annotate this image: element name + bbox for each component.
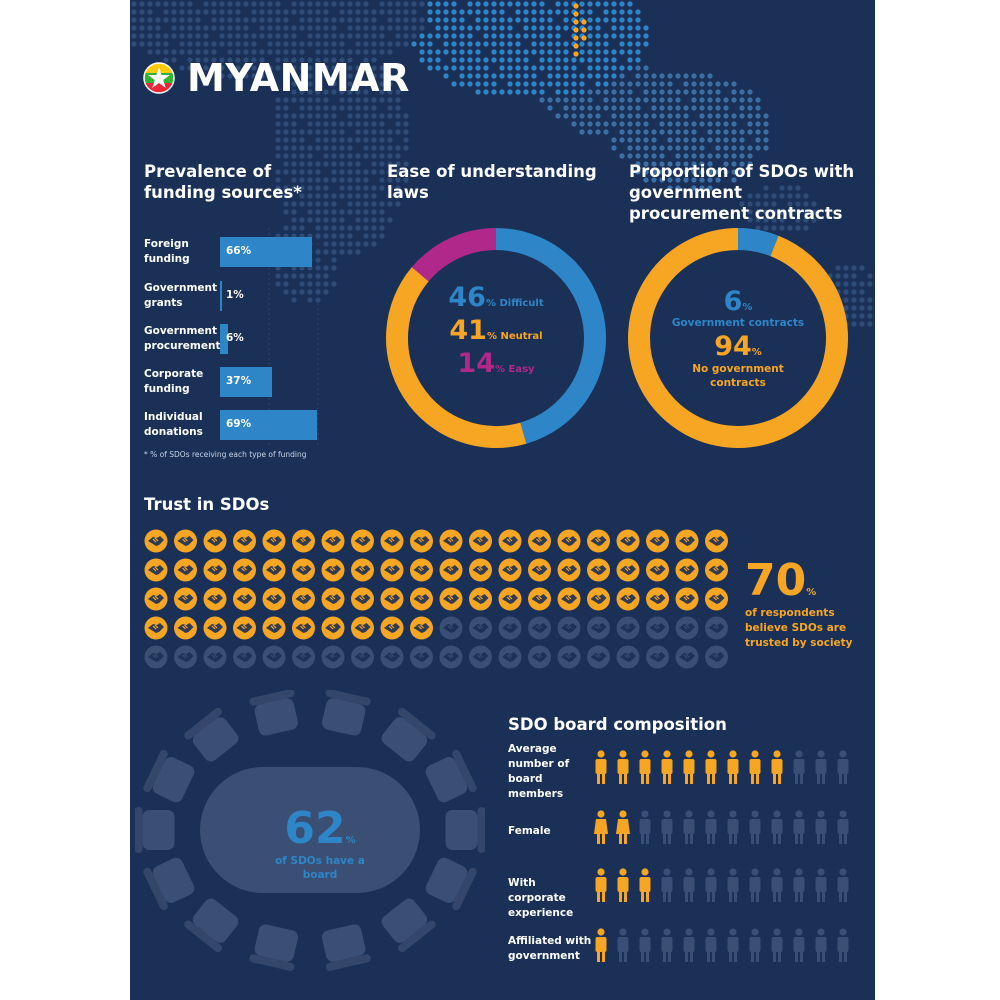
donut-slice-easy bbox=[420, 239, 496, 274]
person-icon bbox=[662, 750, 673, 784]
board-row-label: Affiliated with government bbox=[508, 935, 592, 962]
handshake-icon bbox=[587, 646, 610, 669]
person-icon bbox=[618, 928, 629, 962]
handshake-icon bbox=[528, 617, 551, 640]
handshake-icon bbox=[469, 617, 492, 640]
handshake-icon bbox=[351, 588, 374, 611]
handshake-icon bbox=[617, 588, 640, 611]
chair-icon bbox=[376, 706, 437, 766]
person-icon bbox=[684, 868, 695, 902]
handshake-icon bbox=[558, 646, 581, 669]
handshake-icon bbox=[263, 646, 286, 669]
handshake-icon bbox=[204, 588, 227, 611]
handshake-icon bbox=[292, 530, 315, 553]
donut-slice-government-contracts bbox=[738, 239, 774, 246]
handshake-icon bbox=[410, 588, 433, 611]
handshake-icon bbox=[617, 530, 640, 553]
handshake-icon bbox=[410, 530, 433, 553]
handshake-icon bbox=[381, 530, 404, 553]
person-icon bbox=[750, 928, 761, 962]
handshake-icon bbox=[410, 559, 433, 582]
board-pct: 62 bbox=[284, 803, 346, 854]
chair-icon bbox=[318, 690, 372, 738]
handshake-icon bbox=[646, 588, 669, 611]
person-icon bbox=[816, 868, 827, 902]
infographic-canvas bbox=[130, 0, 875, 1000]
person-icon bbox=[794, 750, 805, 784]
board-row-icons bbox=[593, 866, 863, 908]
country-title: MYANMAR bbox=[187, 56, 410, 100]
handshake-icon bbox=[558, 588, 581, 611]
no-gov-contracts-caption: No government contracts bbox=[692, 363, 784, 389]
person-icon bbox=[706, 810, 717, 844]
handshake-icon bbox=[558, 530, 581, 553]
funding-category-label: Foreign funding bbox=[144, 238, 190, 265]
person-icon bbox=[772, 750, 783, 784]
handshake-icon bbox=[174, 646, 197, 669]
handshake-icon bbox=[233, 646, 256, 669]
ease-difficult-label: 46% Difficult bbox=[448, 282, 544, 313]
handshake-icon bbox=[587, 559, 610, 582]
handshake-icon bbox=[499, 646, 522, 669]
handshake-icon bbox=[558, 559, 581, 582]
person-icon bbox=[772, 810, 783, 844]
handshake-icon bbox=[381, 617, 404, 640]
handshake-icon bbox=[263, 530, 286, 553]
funding-category-label: Government procurement bbox=[144, 325, 221, 352]
chair-icon bbox=[183, 894, 244, 954]
handshake-icon bbox=[351, 617, 374, 640]
handshake-icon bbox=[440, 530, 463, 553]
chair-icon bbox=[142, 853, 198, 912]
handshake-icon bbox=[587, 588, 610, 611]
handshake-icon bbox=[233, 530, 256, 553]
board-section-title: SDO board composition bbox=[508, 715, 727, 734]
handshake-icon bbox=[322, 559, 345, 582]
board-row-icons bbox=[593, 926, 863, 968]
handshake-icon bbox=[381, 646, 404, 669]
handshake-icon bbox=[676, 559, 699, 582]
funding-bar bbox=[220, 281, 222, 311]
person-icon bbox=[750, 868, 761, 902]
myanmar-flag-icon bbox=[143, 62, 175, 94]
person-icon bbox=[706, 868, 717, 902]
person-icon bbox=[662, 810, 673, 844]
funding-category-label: Government grants bbox=[144, 282, 218, 309]
chair-icon bbox=[445, 807, 485, 853]
person-icon bbox=[750, 750, 761, 784]
person-icon bbox=[794, 868, 805, 902]
handshake-icon bbox=[381, 588, 404, 611]
handshake-icon bbox=[676, 617, 699, 640]
handshake-icon bbox=[322, 530, 345, 553]
person-icon bbox=[794, 810, 805, 844]
handshake-icon bbox=[469, 559, 492, 582]
handshake-icon bbox=[587, 530, 610, 553]
handshake-icon bbox=[292, 617, 315, 640]
person-icon bbox=[706, 750, 717, 784]
board-caption: of SDOs have a board bbox=[275, 855, 365, 881]
person-icon bbox=[616, 810, 630, 844]
board-row-icons bbox=[593, 808, 863, 850]
handshake-icon bbox=[322, 588, 345, 611]
handshake-icon bbox=[705, 559, 728, 582]
handshake-icon bbox=[440, 588, 463, 611]
person-icon bbox=[684, 928, 695, 962]
handshake-icon bbox=[587, 617, 610, 640]
handshake-icon bbox=[528, 559, 551, 582]
handshake-icon bbox=[646, 559, 669, 582]
handshake-icon bbox=[145, 617, 168, 640]
board-row-label: Female bbox=[508, 825, 551, 837]
handshake-icon bbox=[705, 646, 728, 669]
person-icon bbox=[594, 810, 608, 844]
handshake-icon bbox=[263, 559, 286, 582]
handshake-icon bbox=[705, 530, 728, 553]
handshake-icon bbox=[469, 530, 492, 553]
chair-icon bbox=[183, 706, 244, 766]
handshake-icon bbox=[528, 588, 551, 611]
handshake-icon bbox=[499, 530, 522, 553]
handshake-icon bbox=[204, 646, 227, 669]
person-icon bbox=[816, 750, 827, 784]
handshake-icon bbox=[233, 588, 256, 611]
handshake-icon bbox=[292, 588, 315, 611]
person-icon bbox=[596, 868, 607, 902]
handshake-icon bbox=[410, 617, 433, 640]
chair-icon bbox=[422, 853, 478, 912]
person-icon bbox=[640, 928, 651, 962]
handshake-icon bbox=[322, 646, 345, 669]
handshake-icon bbox=[499, 559, 522, 582]
handshake-icon bbox=[440, 617, 463, 640]
chair-icon bbox=[142, 749, 198, 808]
handshake-icon bbox=[292, 646, 315, 669]
person-icon bbox=[618, 750, 629, 784]
funding-category-label: Corporate funding bbox=[144, 368, 204, 395]
handshake-icon bbox=[233, 559, 256, 582]
handshake-icon bbox=[145, 646, 168, 669]
handshake-icon bbox=[145, 588, 168, 611]
handshake-icon bbox=[174, 617, 197, 640]
ease-easy-label: 14% Easy bbox=[457, 348, 535, 379]
handshake-icon bbox=[617, 617, 640, 640]
board-stat: 62% of SDOs have a board bbox=[275, 803, 365, 881]
funding-bar-value: 69% bbox=[226, 418, 252, 430]
person-icon bbox=[816, 810, 827, 844]
person-icon bbox=[618, 868, 629, 902]
person-icon bbox=[728, 868, 739, 902]
person-icon bbox=[640, 750, 651, 784]
person-icon bbox=[596, 750, 607, 784]
person-icon bbox=[662, 868, 673, 902]
handshake-icon bbox=[174, 530, 197, 553]
handshake-icon bbox=[145, 530, 168, 553]
trust-pct: 70 bbox=[745, 555, 807, 606]
person-icon bbox=[706, 928, 717, 962]
person-icon bbox=[772, 868, 783, 902]
funding-bar-value: 1% bbox=[226, 289, 244, 301]
person-icon bbox=[838, 750, 849, 784]
handshake-icon bbox=[263, 588, 286, 611]
handshake-icon bbox=[705, 588, 728, 611]
handshake-icon bbox=[469, 588, 492, 611]
person-icon bbox=[596, 928, 607, 962]
handshake-icon bbox=[676, 530, 699, 553]
person-icon bbox=[838, 810, 849, 844]
person-icon bbox=[684, 750, 695, 784]
handshake-icon bbox=[528, 530, 551, 553]
handshake-icon bbox=[174, 559, 197, 582]
funding-section-title: Prevalence of funding sources* bbox=[144, 162, 302, 202]
person-icon bbox=[794, 928, 805, 962]
gov-contracts-label: 6% bbox=[723, 286, 753, 317]
chair-icon bbox=[249, 690, 303, 738]
handshake-icon bbox=[646, 530, 669, 553]
handshake-icon bbox=[528, 646, 551, 669]
funding-bar-value: 37% bbox=[226, 375, 252, 387]
procurement-legend bbox=[668, 286, 808, 390]
handshake-icon bbox=[646, 617, 669, 640]
handshake-icon bbox=[558, 617, 581, 640]
funding-footnote: * % of SDOs receiving each type of funding bbox=[144, 450, 307, 459]
chair-icon bbox=[318, 922, 372, 971]
person-icon bbox=[750, 810, 761, 844]
handshake-icon bbox=[233, 617, 256, 640]
handshake-icon bbox=[204, 559, 227, 582]
ease-legend bbox=[416, 282, 576, 379]
person-icon bbox=[728, 928, 739, 962]
handshake-icon bbox=[705, 617, 728, 640]
handshake-icon bbox=[617, 559, 640, 582]
handshake-icon bbox=[617, 646, 640, 669]
person-icon bbox=[662, 928, 673, 962]
handshake-icon bbox=[145, 559, 168, 582]
handshake-icon bbox=[263, 617, 286, 640]
handshake-icon bbox=[381, 559, 404, 582]
board-row-icons bbox=[593, 748, 863, 790]
person-icon bbox=[640, 868, 651, 902]
page-title bbox=[143, 56, 410, 100]
person-icon bbox=[728, 810, 739, 844]
handshake-icon bbox=[646, 646, 669, 669]
chair-icon bbox=[249, 922, 303, 971]
handshake-icon bbox=[676, 646, 699, 669]
person-icon bbox=[838, 868, 849, 902]
person-icon bbox=[684, 810, 695, 844]
board-row-label: With corporate experience bbox=[508, 877, 574, 919]
person-icon bbox=[838, 928, 849, 962]
handshake-icon bbox=[440, 646, 463, 669]
ease-section-title: Ease of understanding laws bbox=[387, 162, 597, 202]
ease-neutral-label: 41% Neutral bbox=[449, 315, 543, 346]
procurement-section-title: Proportion of SDOs with government procurement contracts bbox=[629, 162, 855, 223]
funding-bar-value: 6% bbox=[226, 332, 244, 344]
handshake-icon bbox=[440, 559, 463, 582]
handshake-icon bbox=[499, 588, 522, 611]
trust-icons bbox=[144, 529, 744, 679]
handshake-icon bbox=[292, 559, 315, 582]
chair-icon bbox=[376, 894, 437, 954]
trust-stat: 70% of respondents believe SDOs are trusted by society bbox=[745, 555, 860, 651]
funding-bar-value: 66% bbox=[226, 245, 252, 257]
handshake-icon bbox=[351, 646, 374, 669]
handshake-icon bbox=[499, 617, 522, 640]
handshake-icon bbox=[204, 617, 227, 640]
person-icon bbox=[640, 810, 651, 844]
person-icon bbox=[816, 928, 827, 962]
board-row-label: Average number of board members bbox=[508, 743, 570, 800]
gov-contracts-caption: Government contracts bbox=[671, 317, 805, 329]
chair-icon bbox=[422, 749, 478, 808]
trust-caption: of respondents believe SDOs are trusted by society bbox=[745, 607, 853, 649]
handshake-icon bbox=[351, 530, 374, 553]
handshake-icon bbox=[204, 530, 227, 553]
handshake-icon bbox=[676, 588, 699, 611]
chair-icon bbox=[135, 807, 175, 853]
no-gov-contracts-label: 94% bbox=[714, 331, 762, 362]
person-icon bbox=[728, 750, 739, 784]
handshake-icon bbox=[174, 588, 197, 611]
trust-section-title: Trust in SDOs bbox=[144, 495, 270, 514]
handshake-icon bbox=[322, 617, 345, 640]
funding-category-label: Individual donations bbox=[144, 411, 203, 438]
person-icon bbox=[772, 928, 783, 962]
handshake-icon bbox=[351, 559, 374, 582]
handshake-icon bbox=[410, 646, 433, 669]
handshake-icon bbox=[469, 646, 492, 669]
